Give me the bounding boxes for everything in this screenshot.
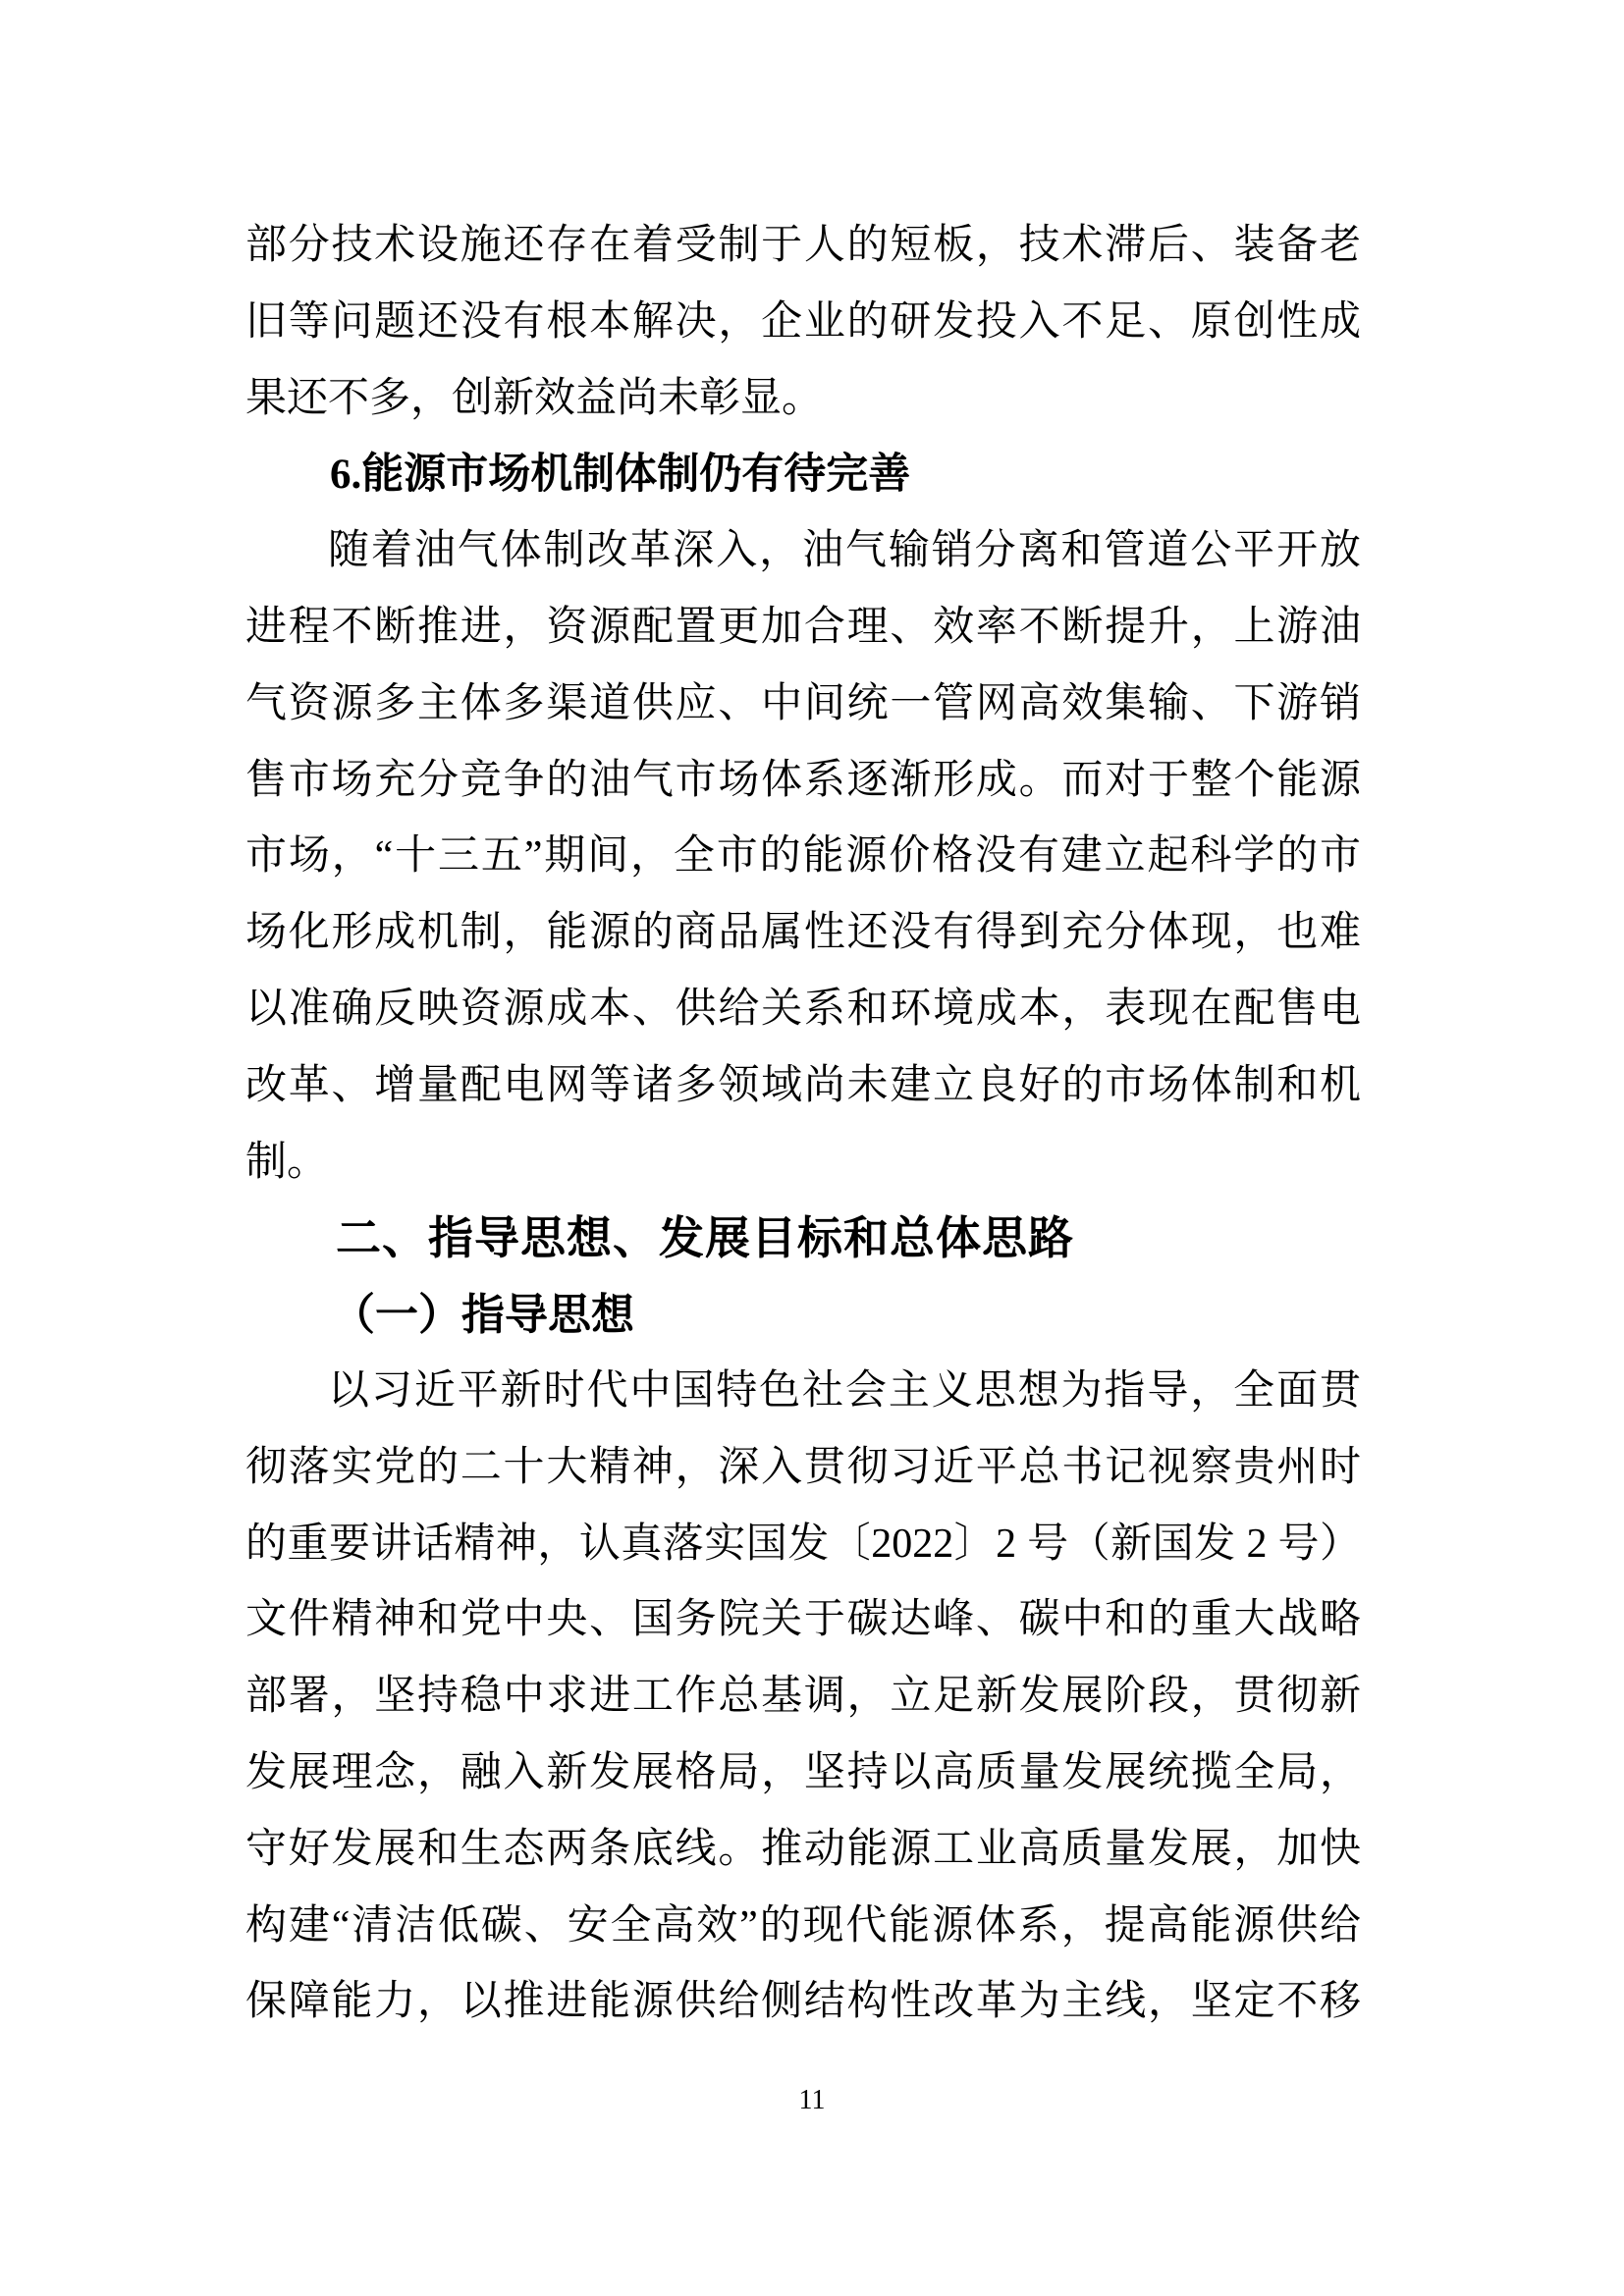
paragraph-line: 发展理念，融入新发展格局，坚持以高质量发展统揽全局， bbox=[245, 1749, 1361, 1795]
paragraph-line: 彻落实党的二十大精神，深入贯彻习近平总书记视察贵州时 bbox=[245, 1444, 1361, 1490]
paragraph-line: 随着油气体制改革深入，油气输销分离和管道公平开放 bbox=[328, 528, 1361, 574]
heading-chapter-2-sub-1: （一）指导思想 bbox=[332, 1291, 634, 1340]
heading-item-6: 6.能源市场机制体制仍有待完善 bbox=[330, 452, 911, 499]
paragraph-line: 市场，“十三五”期间，全市的能源价格没有建立起科学的市 bbox=[245, 833, 1361, 880]
paragraph-line: 气资源多主体多渠道供应、中间统一管网高效集输、下游销 bbox=[245, 680, 1361, 726]
paragraph-line: 保障能力，以推进能源供给侧结构性改革为主线，坚定不移 bbox=[245, 1979, 1361, 2025]
page-number: 11 bbox=[798, 2085, 826, 2115]
paragraph-line: 以准确反映资源成本、供给关系和环境成本，表现在配售电 bbox=[245, 986, 1361, 1032]
paragraph-line: 守好发展和生态两条底线。推动能源工业高质量发展，加快 bbox=[245, 1826, 1361, 1872]
paragraph-line: 文件精神和党中央、国务院关于碳达峰、碳中和的重大战略 bbox=[245, 1597, 1361, 1643]
paragraph-line: 改革、增量配电网等诸多领域尚未建立良好的市场体制和机 bbox=[245, 1062, 1361, 1108]
paragraph-line: 以习近平新时代中国特色社会主义思想为指导，全面贯 bbox=[328, 1367, 1361, 1414]
paragraph-guiding-ideology bbox=[245, 1354, 1361, 2041]
paragraph-line: 部分技术设施还存在着受制于人的短板，技术滞后、装备老 bbox=[245, 223, 1361, 268]
paragraph-line: 旧等问题还没有根本解决，企业的研发投入不足、原创性成 bbox=[245, 298, 1361, 345]
text-block bbox=[245, 208, 1361, 2041]
paragraph-innovation bbox=[245, 208, 1361, 437]
paragraph-line: 构建“清洁低碳、安全高效”的现代能源体系，提高能源供给 bbox=[245, 1902, 1361, 1949]
paragraph-line: 售市场充分竞争的油气市场体系逐渐形成。而对于整个能源 bbox=[245, 757, 1361, 803]
paragraph-line: 制。 bbox=[245, 1139, 329, 1185]
paragraph-line: 果还不多，创新效益尚未彰显。 bbox=[245, 375, 824, 421]
heading-chapter-2: 二、指导思想、发展目标和总体思路 bbox=[336, 1212, 1074, 1264]
paragraph-market-mechanism bbox=[245, 513, 1361, 1201]
paragraph-line: 部署，坚持稳中求进工作总基调，立足新发展阶段，贯彻新 bbox=[245, 1674, 1361, 1720]
paragraph-line: 进程不断推进，资源配置更加合理、效率不断提升，上游油 bbox=[245, 604, 1361, 650]
paragraph-line: 场化形成机制，能源的商品属性还没有得到充分体现，也难 bbox=[245, 910, 1361, 956]
paragraph-line: 的重要讲话精神，认真落实国发〔2022〕2 号（新国发 2 号） bbox=[245, 1521, 1361, 1567]
